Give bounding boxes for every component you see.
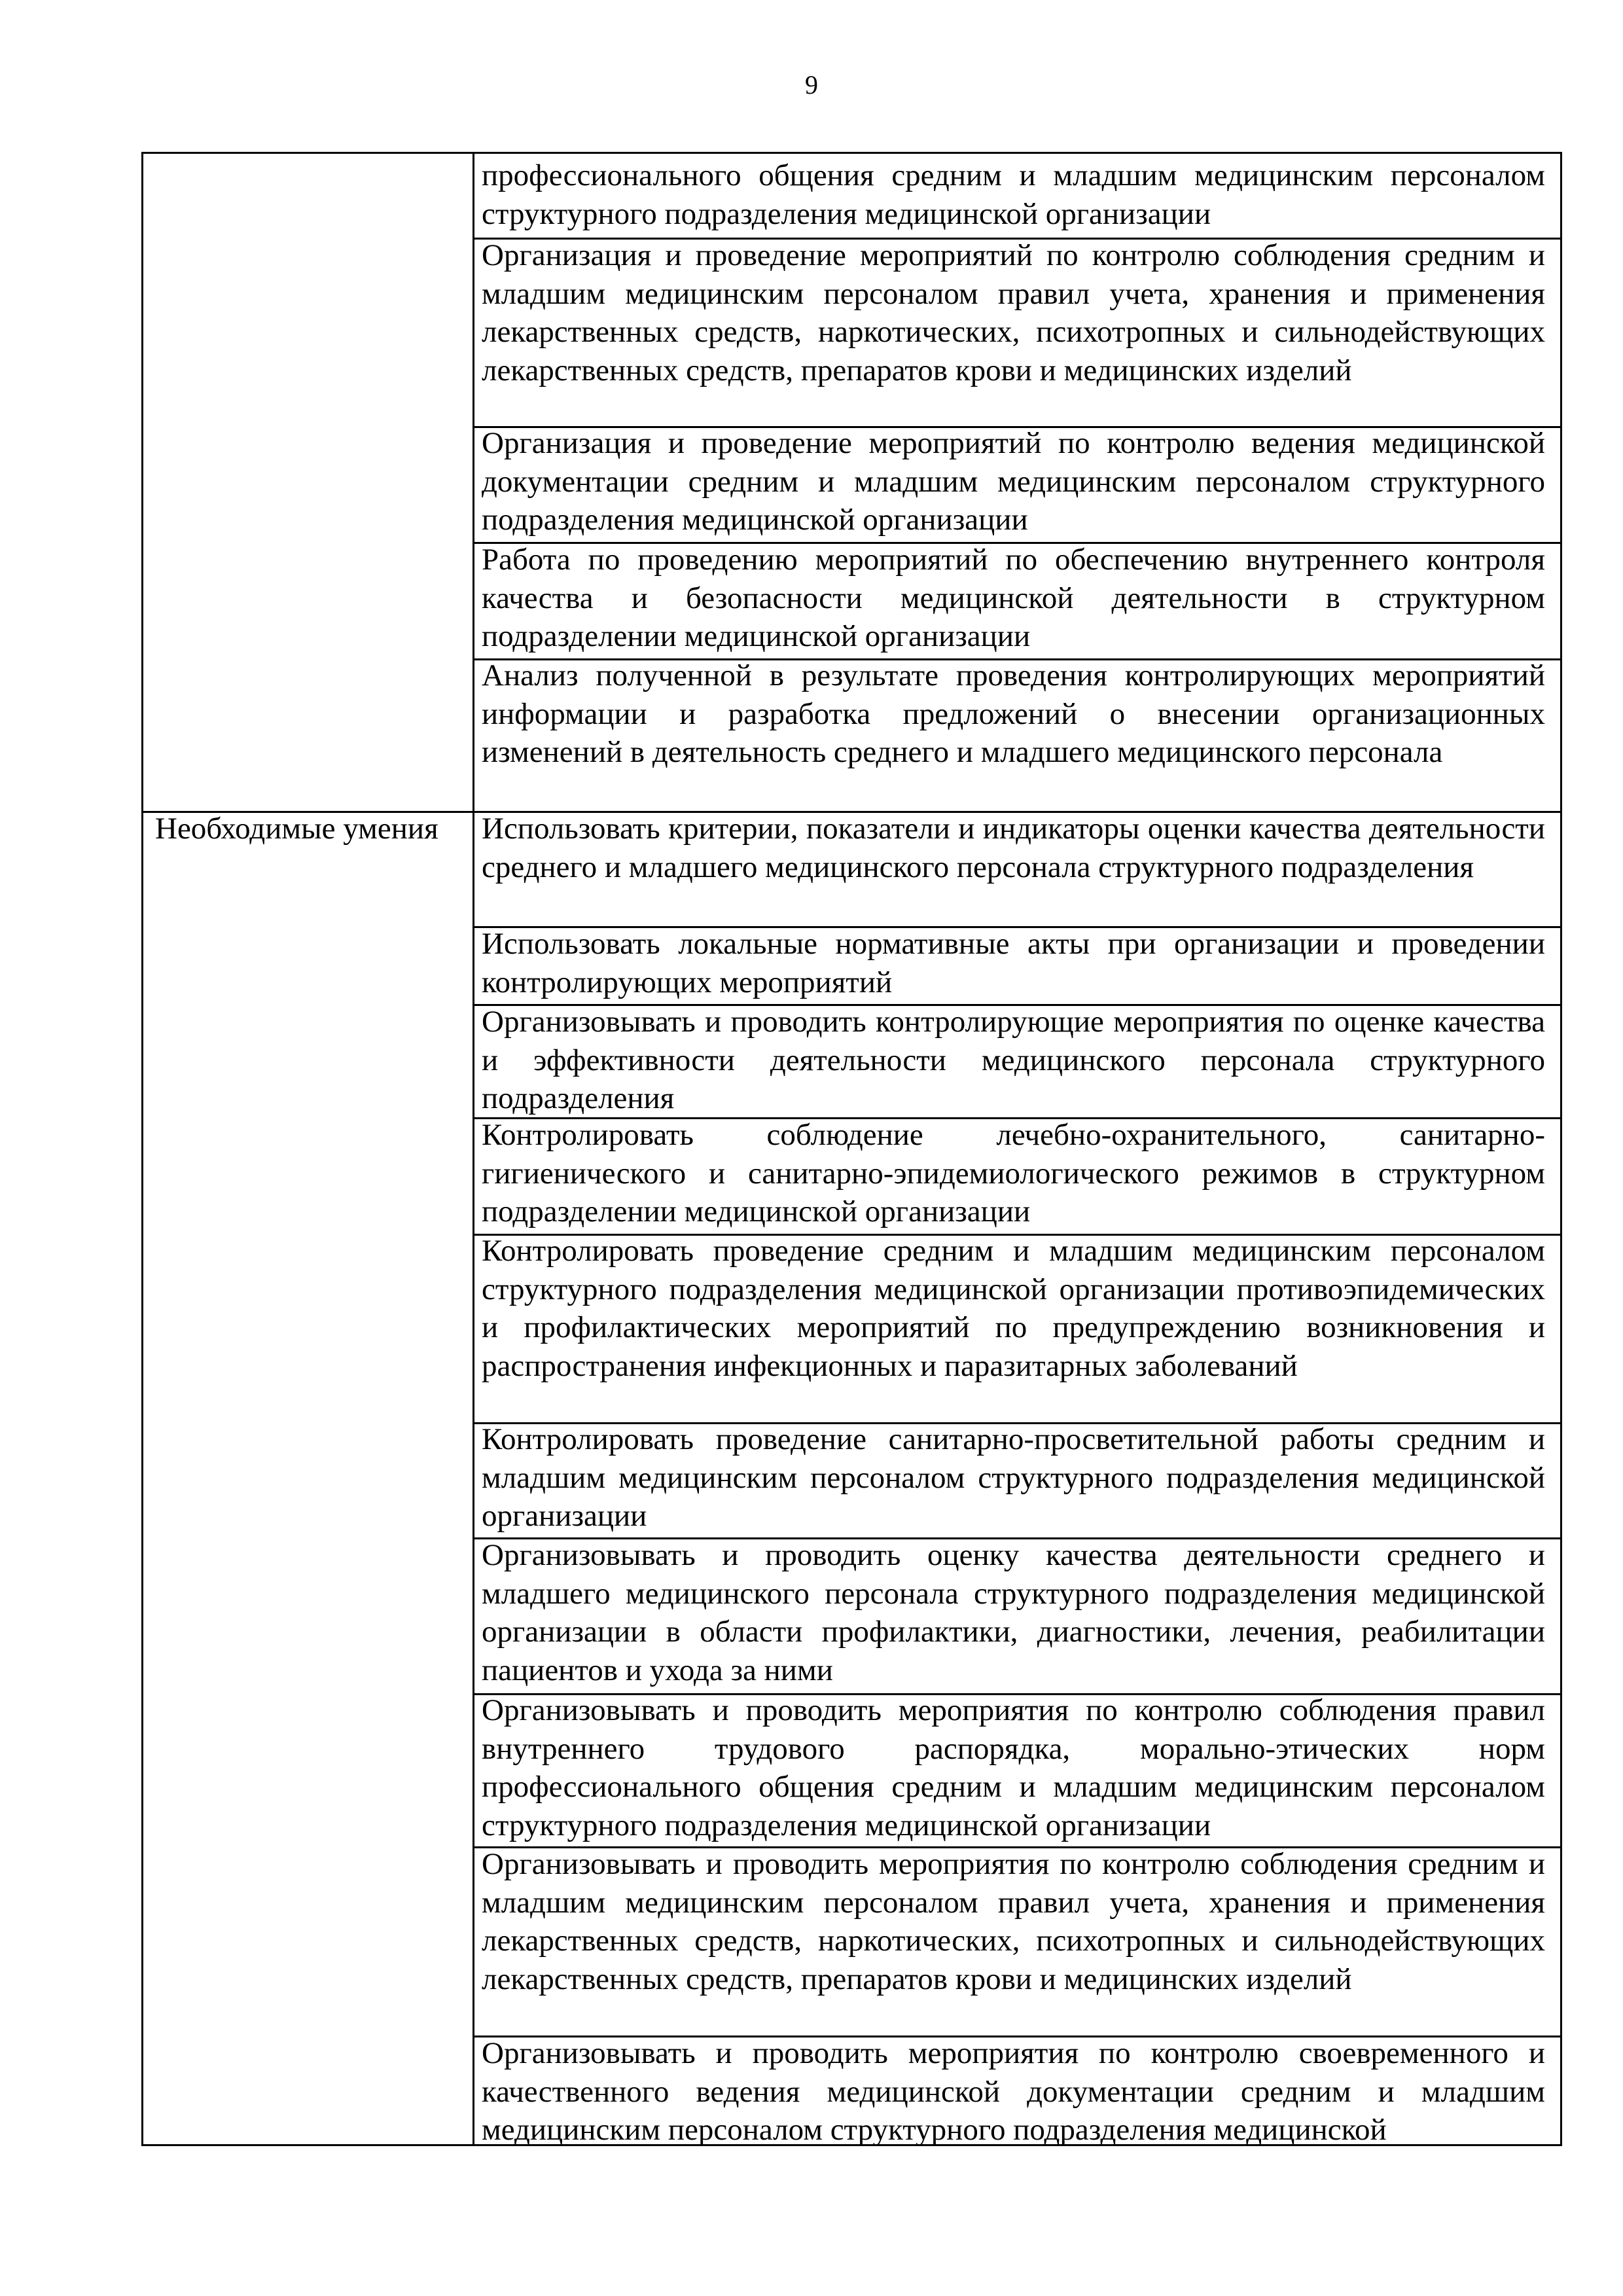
skill-text: Контролировать проведение санитарно-просветительной работы средним и младшим медицинским персоналом структурного подразделения медицинской организации	[482, 1422, 1545, 1533]
requirement-text: Организация и проведение мероприятий по контролю ведения медицинской документации средним и младшим медицинским персоналом структурного подразделения медицинской организации	[482, 426, 1545, 537]
skill-text: Контролировать соблюдение лечебно-охранительного, санитарно-гигиенического и санитарно-эпидемиологического режимов в структурном подразделении медицинской организации	[482, 1118, 1545, 1229]
requirement-text: Работа по проведению мероприятий по обеспечению внутреннего контроля качества и безопасности медицинской деятельности в структурном подразделении медицинской организации	[482, 543, 1545, 653]
competency-table	[141, 152, 1562, 2146]
row-label: Необходимые умения	[155, 812, 438, 846]
requirement-text: Анализ полученной в результате проведения контролирующих мероприятий информации и разработка предложений о внесении организационных изменений в деятельность среднего и младшего медицинского персонала	[482, 658, 1545, 769]
requirement-text: профессионального общения средним и младшим медицинским персоналом структурного подразделения медицинской организации	[482, 158, 1545, 231]
skill-text: Организовывать и проводить оценку качества деятельности среднего и младшего медицинского персонала структурного подразделения медицинской организации в области профилактики, диагностики, лечения, реабилитации пациентов и ухода за ними	[482, 1538, 1545, 1687]
skill-text: Организовывать и проводить мероприятия по контролю своевременного и качественного ведения медицинской документации средним и младшим медицинским персоналом структурного подразделения медицинской	[482, 2036, 1545, 2147]
page-number: 9	[805, 70, 818, 99]
column-divider	[473, 154, 474, 2144]
skill-text: Организовывать и проводить контролирующие мероприятия по оценке качества и эффективности деятельности медицинского персонала структурного подразделения	[482, 1005, 1545, 1115]
skill-text: Организовывать и проводить мероприятия по контролю соблюдения средним и младшим медицинским персоналом правил учета, хранения и применения лекарственных средств, наркотических, психотропных и сильнодействующих лекарственных средств, препаратов крови и медицинских изделий	[482, 1847, 1545, 1996]
requirement-text: Организация и проведение мероприятий по контролю соблюдения средним и младшим медицинским персоналом правил учета, хранения и применения лекарственных средств, наркотических, психотропных и сильнодействующих лекарственных средств, препаратов крови и медицинских изделий	[482, 238, 1545, 387]
skill-text: Использовать локальные нормативные акты при организации и проведении контролирующих мероприятий	[482, 927, 1545, 999]
skill-text: Организовывать и проводить мероприятия по контролю соблюдения правил внутреннего трудового распорядка, морально-этических норм профессионального общения средним и младшим медицинским персоналом структурного подразделения медицинской организации	[482, 1693, 1545, 1842]
skill-text: Использовать критерии, показатели и индикаторы оценки качества деятельности среднего и младшего медицинского персонала структурного подразделения	[482, 812, 1545, 884]
skill-text: Контролировать проведение средним и младшим медицинским персоналом структурного подразделения медицинской организации противоэпидемических и профилактических мероприятий по предупреждению возникновения и распространения инфекционных и паразитарных заболеваний	[482, 1234, 1545, 1383]
